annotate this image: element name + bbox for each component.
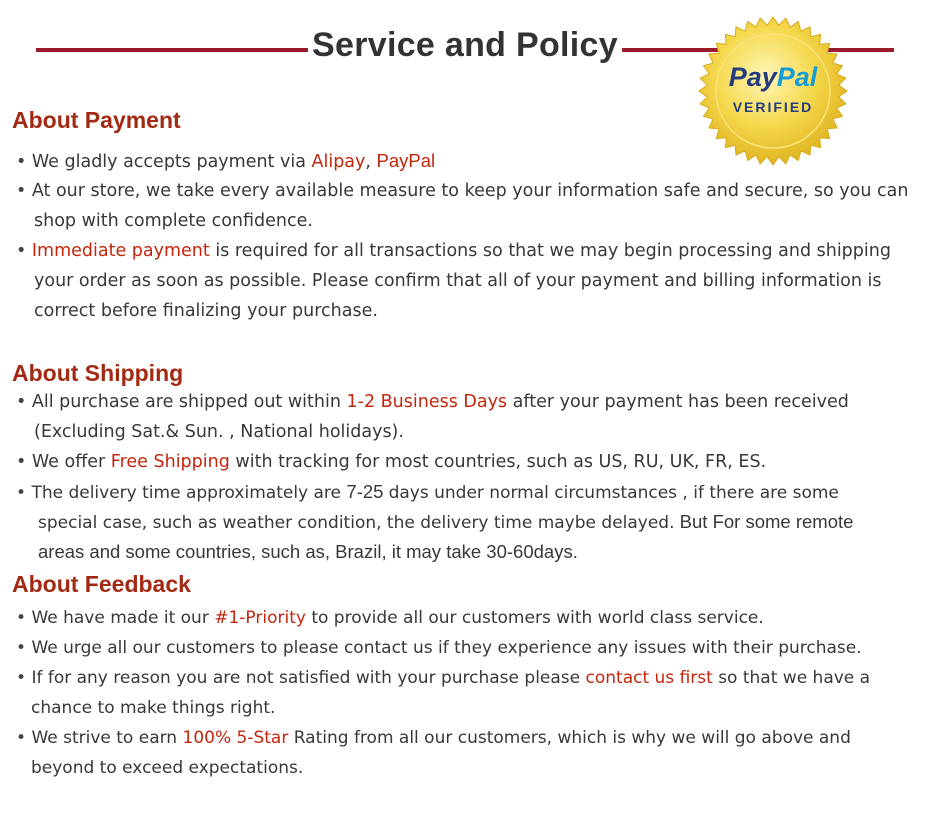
free-shipping-highlight: Free Shipping: [110, 452, 230, 472]
feedback-bullet-3: • If for any reason you are not satisfied with your purchase please contact us first so that we have a: [16, 668, 871, 688]
alipay-highlight: Alipay: [311, 152, 366, 172]
paypal-highlight: PayPal: [376, 150, 436, 171]
payment-bullet-2: • At our store, we take every available measure to keep your information safe and secure, so you can: [16, 181, 909, 201]
contact-us-first-highlight: contact us first: [585, 668, 713, 688]
shipping-bullet-3: • The delivery time approximately are 7-25 days under normal circumstances , if there are some: [16, 481, 839, 503]
paypal-verified-seal-icon: [698, 16, 848, 166]
about-feedback-heading: About Feedback: [12, 571, 191, 597]
about-shipping-heading: About Shipping: [12, 360, 184, 386]
payment-bullet-3-cont-2: correct before finalizing your purchase.: [34, 301, 378, 321]
feedback-bullet-4-cont: beyond to exceed expectations.: [31, 758, 304, 778]
page-title: Service and Policy: [312, 26, 618, 64]
shipping-bullet-2: • We offer Free Shipping with tracking for most countries, such as US, RU, UK, FR, ES.: [16, 452, 767, 472]
paypal-logo-text: PayPal: [728, 62, 818, 92]
immediate-payment-highlight: Immediate payment: [31, 241, 210, 261]
five-star-highlight: 100% 5-Star: [182, 728, 289, 748]
title-rule-left: [36, 48, 308, 52]
payment-bullet-3: • Immediate payment is required for all transactions so that we may begin processing and shipping: [16, 241, 891, 261]
shipping-bullet-1: • All purchase are shipped out within 1-2 Business Days after your payment has been received: [16, 392, 849, 412]
payment-bullet-1: • We gladly accepts payment via Alipay, PayPal: [16, 150, 436, 172]
shipping-bullet-1-cont: (Excluding Sat.& Sun. , National holidays).: [34, 422, 404, 442]
payment-bullet-2-cont: shop with complete confidence.: [34, 211, 313, 231]
feedback-bullet-4: • We strive to earn 100% 5-Star Rating from all our customers, which is why we will go above and: [16, 728, 851, 748]
feedback-bullet-2: • We urge all our customers to please contact us if they experience any issues with their purchase.: [16, 638, 862, 658]
shipping-bullet-3-cont-1: special case, such as weather condition, the delivery time maybe delayed. But For some remote: [38, 511, 854, 533]
shipping-bullet-3-cont-2: areas and some countries, such as, Brazil, it may take 30-60days.: [38, 541, 578, 562]
feedback-bullet-1: • We have made it our #1-Priority to provide all our customers with world class service.: [16, 608, 764, 628]
about-payment-heading: About Payment: [12, 107, 181, 133]
payment-bullet-3-cont-1: your order as soon as possible. Please confirm that all of your payment and billing information is: [34, 271, 882, 291]
priority-highlight: #1-Priority: [214, 608, 306, 628]
business-days-highlight: 1-2 Business Days: [346, 392, 508, 412]
feedback-bullet-3-cont: chance to make things right.: [31, 698, 276, 718]
verified-text: VERIFIED: [732, 99, 814, 115]
